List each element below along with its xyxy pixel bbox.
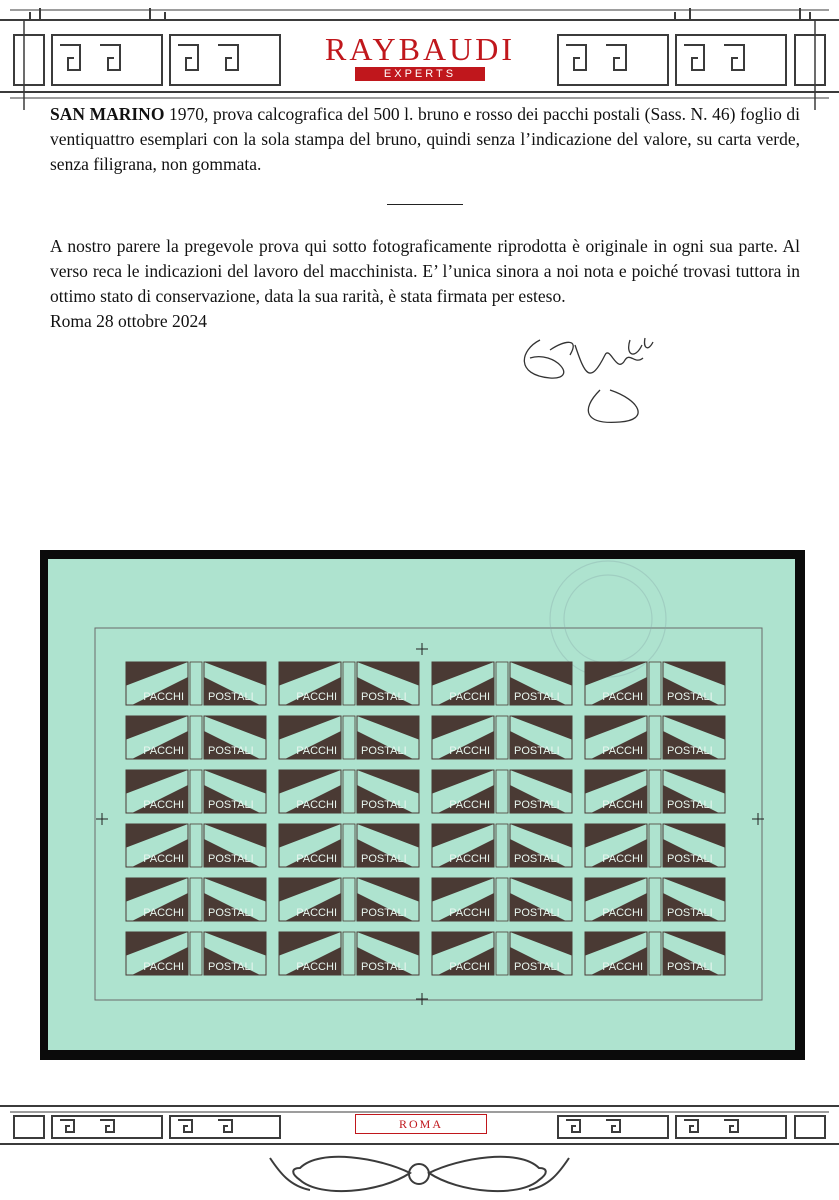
- stamp-pair: [279, 824, 419, 867]
- stamp-gutter: [190, 878, 202, 921]
- sheet-image-frame: [40, 550, 805, 1060]
- stamp-gutter: [343, 662, 355, 705]
- stamp-left-label: PACCHI: [449, 961, 490, 973]
- stamp-gutter: [496, 932, 508, 975]
- stamp-right-half: [663, 878, 725, 921]
- stamp-right-half: [357, 878, 419, 921]
- stamp-right-half: [357, 770, 419, 813]
- stamp-gutter: [190, 824, 202, 867]
- stamp-right-half: [510, 932, 572, 975]
- stamp-gutter: [649, 824, 661, 867]
- stamp-left-label: PACCHI: [296, 853, 337, 865]
- stamp-right-half: [357, 932, 419, 975]
- stamp-right-label: POSTALI: [514, 745, 560, 757]
- stamp-right-label: POSTALI: [667, 853, 713, 865]
- stamp-left-half: [279, 662, 341, 705]
- stamp-right-half: [663, 716, 725, 759]
- stamp-left-half: [126, 770, 188, 813]
- stamp-left-half: [279, 770, 341, 813]
- stamp-right-label: POSTALI: [208, 691, 254, 703]
- stamp-right-label: POSTALI: [667, 907, 713, 919]
- stamp-right-half: [510, 662, 572, 705]
- stamp-right-half: [204, 824, 266, 867]
- stamp-pair: [126, 662, 266, 705]
- stamp-left-half: [432, 932, 494, 975]
- proof-sheet-drawing: [48, 559, 795, 1050]
- stamp-left-label: PACCHI: [143, 907, 184, 919]
- stamp-pair: [279, 716, 419, 759]
- stamp-left-label: PACCHI: [449, 853, 490, 865]
- stamp-left-half: [432, 878, 494, 921]
- expert-handstamp: [550, 561, 666, 677]
- stamp-right-label: POSTALI: [361, 745, 407, 757]
- stamp-right-label: POSTALI: [667, 745, 713, 757]
- stamp-right-half: [663, 932, 725, 975]
- stamp-pair: [126, 770, 266, 813]
- header-band: [0, 0, 839, 110]
- stamp-right-half: [204, 662, 266, 705]
- stamp-left-half: [279, 824, 341, 867]
- stamp-gutter: [496, 878, 508, 921]
- stamp-right-label: POSTALI: [361, 799, 407, 811]
- stamp-left-half: [126, 878, 188, 921]
- stamp-right-label: POSTALI: [208, 853, 254, 865]
- stamp-gutter: [649, 878, 661, 921]
- stamp-right-half: [663, 824, 725, 867]
- stamp-right-half: [357, 662, 419, 705]
- certificate-text: [50, 102, 800, 334]
- stamp-gutter: [649, 770, 661, 813]
- footer-band: [0, 1098, 839, 1200]
- stamp-right-half: [510, 878, 572, 921]
- stamp-gutter: [496, 716, 508, 759]
- stamp-left-label: PACCHI: [602, 691, 643, 703]
- stamp-pair: [126, 932, 266, 975]
- stamp-right-half: [204, 932, 266, 975]
- stamp-gutter: [496, 824, 508, 867]
- stamp-left-half: [585, 878, 647, 921]
- stamp-left-half: [279, 716, 341, 759]
- stamp-gutter: [343, 932, 355, 975]
- stamp-gutter: [190, 932, 202, 975]
- stamp-pair: [279, 932, 419, 975]
- stamp-left-half: [585, 932, 647, 975]
- stamp-right-label: POSTALI: [514, 691, 560, 703]
- signature: [510, 330, 690, 430]
- stamp-left-half: [432, 824, 494, 867]
- stamp-right-label: POSTALI: [208, 907, 254, 919]
- stamp-left-half: [432, 770, 494, 813]
- stamp-left-label: PACCHI: [143, 799, 184, 811]
- city-label: ROMA: [355, 1114, 487, 1134]
- stamp-gutter: [343, 824, 355, 867]
- brand-tagline: EXPERTS: [355, 67, 485, 81]
- stamp-right-label: POSTALI: [667, 691, 713, 703]
- stamp-left-half: [279, 878, 341, 921]
- stamp-gutter: [190, 662, 202, 705]
- stamp-left-label: PACCHI: [143, 745, 184, 757]
- stamp-right-half: [204, 878, 266, 921]
- stamp-gutter: [343, 716, 355, 759]
- stamp-pair: [432, 932, 572, 975]
- stamp-left-label: PACCHI: [449, 799, 490, 811]
- stamp-right-half: [663, 662, 725, 705]
- stamp-left-half: [126, 716, 188, 759]
- stamp-pair: [585, 716, 725, 759]
- description-text: 1970, prova calcografica del 500 l. bruno e rosso dei pacchi postali (Sass. N. 46) foglio di ventiquattro esemplari con la sola stampa del bruno, quindi senza l’indicazione del valore, su carta verde, senza filigrana, non gommata.: [50, 104, 800, 174]
- stamp-left-label: PACCHI: [602, 961, 643, 973]
- stamp-gutter: [190, 716, 202, 759]
- stamp-pair: [432, 716, 572, 759]
- stamp-left-label: PACCHI: [143, 853, 184, 865]
- separator-line: [387, 204, 463, 205]
- stamp-pair: [585, 824, 725, 867]
- stamp-pair: [126, 878, 266, 921]
- stamp-right-label: POSTALI: [361, 853, 407, 865]
- stamp-left-label: PACCHI: [602, 745, 643, 757]
- stamp-left-label: PACCHI: [602, 907, 643, 919]
- stamp-left-half: [585, 824, 647, 867]
- stamp-right-half: [204, 770, 266, 813]
- stamp-pair: [585, 932, 725, 975]
- stamp-right-half: [510, 824, 572, 867]
- stamp-left-label: PACCHI: [296, 745, 337, 757]
- stamp-gutter: [649, 716, 661, 759]
- stamp-pair: [279, 770, 419, 813]
- stamp-left-label: PACCHI: [296, 799, 337, 811]
- stamp-pair: [126, 716, 266, 759]
- stamp-right-label: POSTALI: [514, 799, 560, 811]
- stamp-left-label: PACCHI: [296, 961, 337, 973]
- brand-name: RAYBAUDI: [325, 31, 515, 67]
- stamp-left-label: PACCHI: [449, 907, 490, 919]
- stamp-pair: [432, 662, 572, 705]
- stamp-gutter: [649, 932, 661, 975]
- stamp-pair: [585, 662, 725, 705]
- stamp-right-label: POSTALI: [514, 907, 560, 919]
- stamp-right-label: POSTALI: [514, 961, 560, 973]
- stamp-right-half: [204, 716, 266, 759]
- stamp-left-half: [279, 932, 341, 975]
- stamp-pair: [432, 824, 572, 867]
- stamp-gutter: [496, 770, 508, 813]
- stamp-left-label: PACCHI: [602, 853, 643, 865]
- certificate-heading: SAN MARINO: [50, 104, 165, 124]
- stamp-right-half: [357, 716, 419, 759]
- ribbon-bow-ornament: [270, 1157, 569, 1191]
- stamp-pair: [279, 662, 419, 705]
- stamp-left-label: PACCHI: [296, 691, 337, 703]
- stamp-right-label: POSTALI: [208, 799, 254, 811]
- stamp-left-half: [585, 716, 647, 759]
- stamp-right-half: [510, 716, 572, 759]
- stamp-gutter: [343, 878, 355, 921]
- stamp-pair: [126, 824, 266, 867]
- stamp-left-label: PACCHI: [296, 907, 337, 919]
- brand-logo: [290, 33, 550, 81]
- stamp-right-label: POSTALI: [514, 853, 560, 865]
- stamp-right-label: POSTALI: [361, 907, 407, 919]
- stamp-left-half: [432, 662, 494, 705]
- description-paragraph: [50, 102, 800, 177]
- stamp-gutter: [649, 662, 661, 705]
- stamp-left-label: PACCHI: [143, 961, 184, 973]
- stamp-left-label: PACCHI: [449, 745, 490, 757]
- proof-sheet: [48, 559, 795, 1050]
- stamp-right-label: POSTALI: [208, 961, 254, 973]
- stamp-right-label: POSTALI: [361, 961, 407, 973]
- stamp-left-half: [585, 770, 647, 813]
- stamp-gutter: [496, 662, 508, 705]
- stamp-left-label: PACCHI: [449, 691, 490, 703]
- stamp-left-half: [432, 716, 494, 759]
- stamp-left-label: PACCHI: [143, 691, 184, 703]
- stamp-right-half: [510, 770, 572, 813]
- stamp-left-half: [126, 932, 188, 975]
- place-date: Roma 28 ottobre 2024: [50, 311, 207, 331]
- stamp-right-label: POSTALI: [667, 961, 713, 973]
- stamp-right-label: POSTALI: [208, 745, 254, 757]
- stamp-left-label: PACCHI: [602, 799, 643, 811]
- stamp-left-half: [126, 824, 188, 867]
- opinion-paragraph: A nostro parere la pregevole prova qui sotto fotograficamente riprodotta è originale in ogni sua parte. Al verso reca le indicazioni del lavoro del macchinista. E’ l’unica sinora a noi nota e poiché trovasi tuttora in ottimo stato di conservazione, data la sua rarità, è stata firmata per esteso.: [50, 236, 800, 306]
- stamp-right-label: POSTALI: [667, 799, 713, 811]
- stamp-right-half: [663, 770, 725, 813]
- stamp-pair: [279, 878, 419, 921]
- stamp-pair: [585, 770, 725, 813]
- stamp-pair: [432, 770, 572, 813]
- stamp-right-half: [357, 824, 419, 867]
- stamp-pair: [585, 878, 725, 921]
- stamp-right-label: POSTALI: [361, 691, 407, 703]
- stamp-gutter: [190, 770, 202, 813]
- stamp-gutter: [343, 770, 355, 813]
- stamp-pair: [432, 878, 572, 921]
- stamp-left-half: [126, 662, 188, 705]
